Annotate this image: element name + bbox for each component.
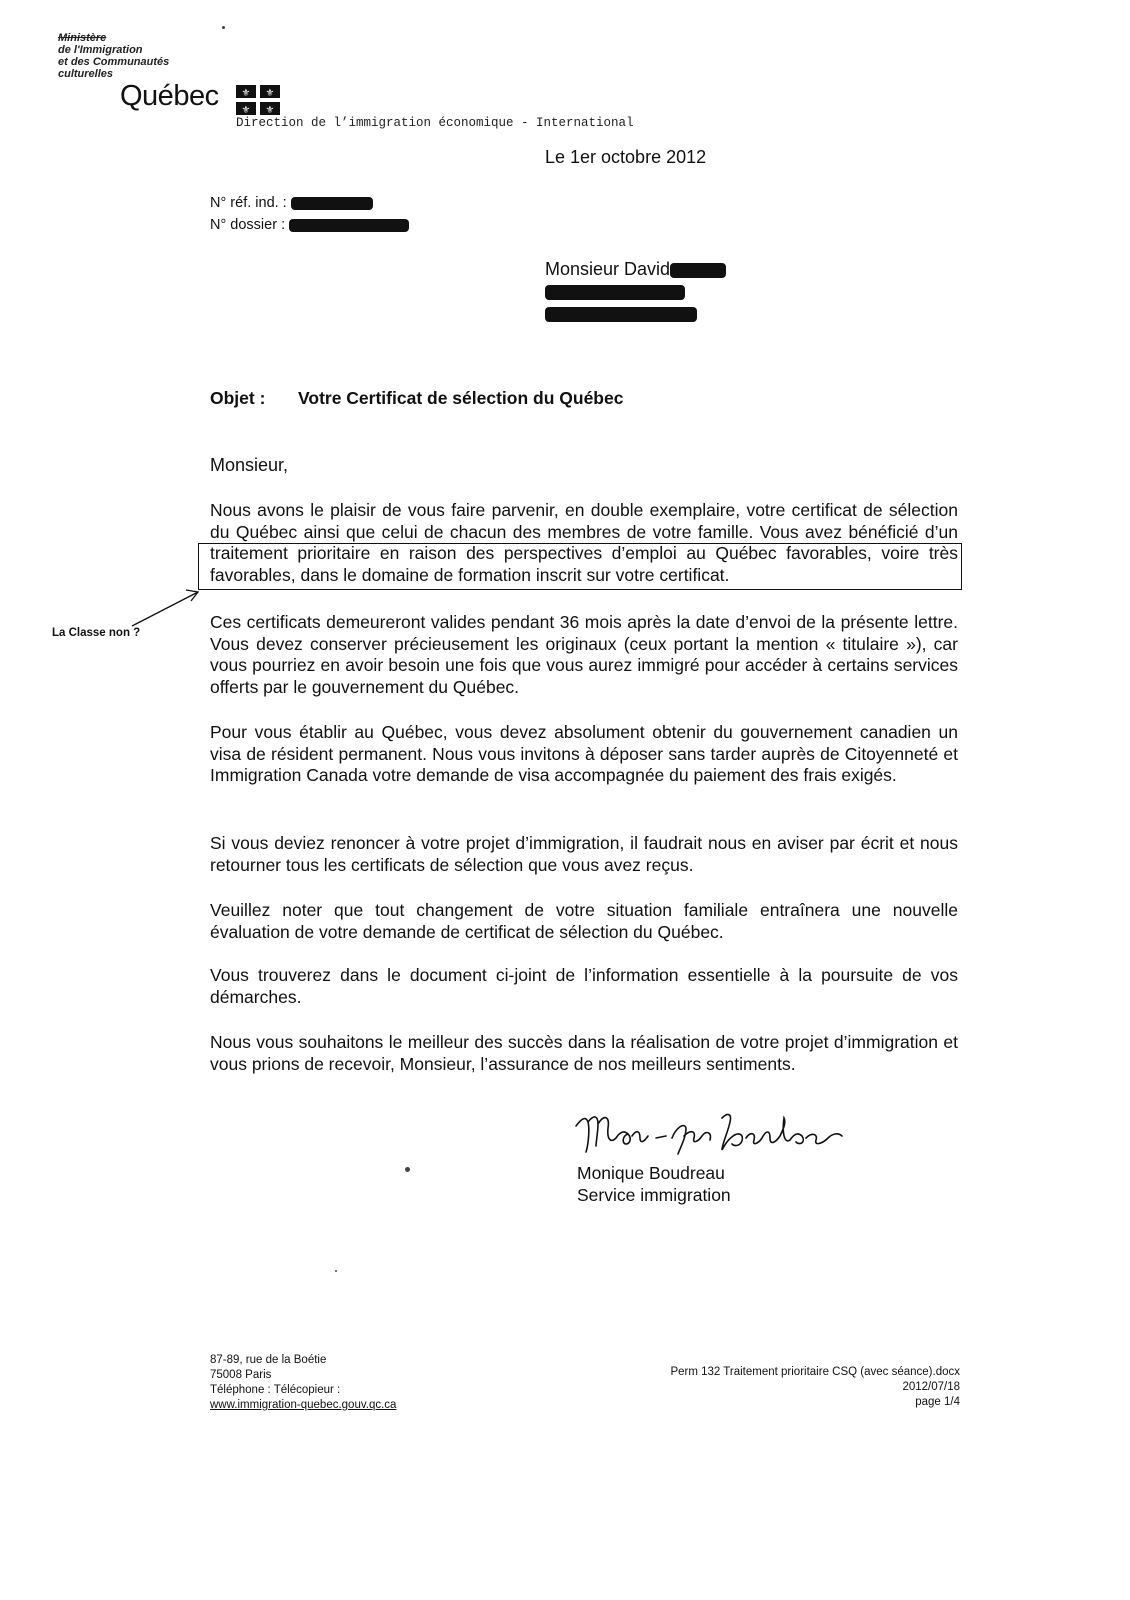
footer-street: 87-89, rue de la Boétie: [210, 1354, 327, 1366]
redacted-address-line: [545, 302, 726, 324]
redacted-address-line: [545, 280, 726, 302]
scan-speck: [222, 26, 225, 29]
handwritten-signature: [572, 1108, 852, 1158]
body-paragraph: Vous trouverez dans le document ci-joint de l’information essentielle à la poursuite de vos démarches.: [210, 965, 958, 1007]
body-paragraph: Nous vous souhaitons le meilleur des succès dans la réalisation de votre projet d’immigration et vous prions de recevoir, Monsieur, l’assurance de nos meilleurs sentiments.: [210, 1032, 958, 1074]
margin-annotation: La Classe non ?: [52, 627, 141, 639]
ministry-line: Ministère: [58, 32, 107, 44]
redacted-surname: [670, 263, 726, 278]
ref-ind-row: [210, 192, 409, 214]
quebec-flag-icon: [236, 85, 282, 117]
subject-text: Votre Certificat de sélection du Québec: [298, 388, 624, 408]
body-paragraph: Si vous deviez renoncer à votre projet d’immigration, il faudrait nous en aviser par écrit et nous retourner tous les certificats de sélection que vous avez reçus.: [210, 833, 958, 875]
direction-name: Direction de l’immigration économique - International: [236, 116, 634, 130]
ministry-name: [58, 32, 169, 80]
dossier-row: [210, 214, 409, 236]
scan-speck: [405, 1167, 410, 1172]
signatory-service: Service immigration: [577, 1185, 731, 1205]
ministry-line: de l'Immigration: [58, 44, 143, 56]
svg-text:⚜: ⚜: [241, 88, 251, 99]
addressee-name: Monsieur David: [545, 259, 671, 279]
ministry-line: culturelles: [58, 68, 114, 80]
salutation: Monsieur,: [210, 455, 289, 475]
body-paragraph: Ces certificats demeureront valides pendant 36 mois après la date d’envoi de la présente lettre. Vous devez conserver précieusement les originaux (ceux portant la mention « titulaire »), car vous pourriez en avoir besoin une fois que vous aurez immigré pour accéder à certains services offerts par le gouvernement du Québec.: [210, 612, 958, 697]
footer-phone: Téléphone : Télécopieur :: [210, 1384, 341, 1396]
highlight-box: [198, 543, 962, 590]
footer-city: 75008 Paris: [210, 1369, 272, 1381]
ref-ind-label: N° réf. ind. :: [210, 195, 287, 211]
body-paragraph: Nous avons le plaisir de vous faire parvenir, en double exemplaire, votre certificat de sélection du Québec ainsi que celui de chacun des membres de votre famille. Vous avez bénéficié d’un traitement prioritaire en raison des perspectives d’emploi au Québec favorables, voire très favorables, dans le domaine de formation inscrit sur votre certificat.: [210, 500, 958, 585]
footer-doc-date: 2012/07/18: [902, 1381, 960, 1393]
quebec-wordmark: Québec: [120, 80, 219, 112]
signatory-name: Monique Boudreau: [577, 1163, 725, 1183]
subject-label: Objet :: [210, 388, 266, 408]
letter-date: Le 1er octobre 2012: [545, 147, 707, 167]
reference-block: [210, 192, 409, 236]
dossier-label: N° dossier :: [210, 217, 286, 233]
footer-doc-name: Perm 132 Traitement prioritaire CSQ (avec séance).docx: [670, 1366, 960, 1378]
subject-line: [210, 388, 623, 409]
signature-block: [577, 1162, 731, 1206]
footer-page-number: page 1/4: [915, 1396, 960, 1408]
footer-doc-info: [665, 1365, 960, 1410]
scan-speck: [335, 1270, 337, 1272]
addressee-block: [545, 258, 726, 324]
svg-text:⚜: ⚜: [265, 105, 275, 116]
annotation-arrow-icon: [128, 586, 208, 631]
svg-text:⚜: ⚜: [265, 88, 275, 99]
footer-website-link[interactable]: www.immigration-quebec.gouv.qc.ca: [210, 1399, 397, 1411]
footer-address: [210, 1353, 396, 1413]
addressee-name-row: [545, 258, 726, 280]
body-paragraph: Pour vous établir au Québec, vous devez absolument obtenir du gouvernement canadien un visa de résident permanent. Nous vous invitons à déposer sans tarder auprès de Citoyenneté et Immigration Canada votre demande de visa accompagnée du paiement des frais exigés.: [210, 722, 958, 785]
redacted-ref-number: [291, 197, 373, 210]
redacted-dossier-number: [289, 219, 409, 232]
ministry-line: et des Communautés: [58, 56, 170, 68]
svg-text:⚜: ⚜: [241, 105, 251, 116]
body-paragraph: Veuillez noter que tout changement de votre situation familiale entraînera une nouvelle évaluation de votre demande de certificat de sélection du Québec.: [210, 900, 958, 942]
